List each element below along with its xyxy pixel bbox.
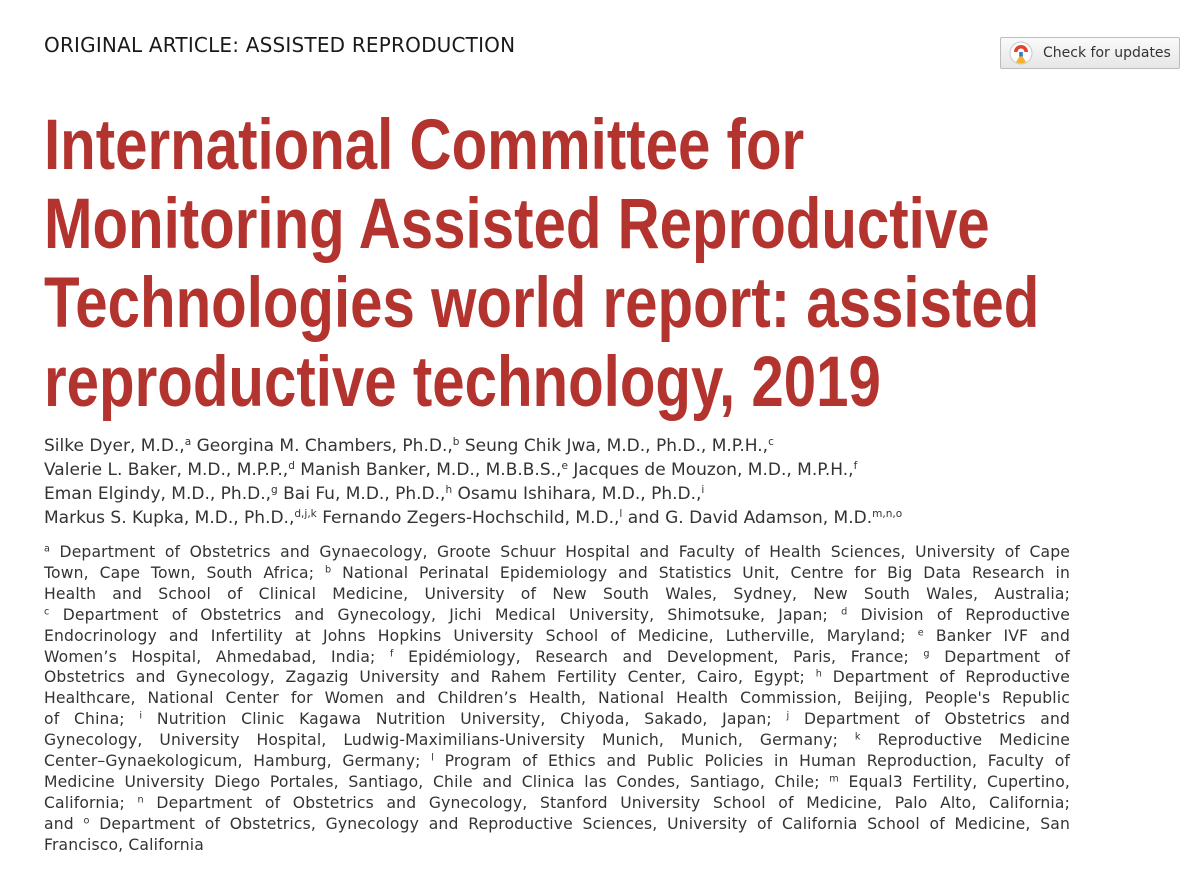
affiliation-line: Endocrinology and Infertility at Johns Hopkins University School of Medicine, Lutherville, Maryland; $^e$ Banker IVF and [44,626,1071,645]
affiliation-mark: d [841,606,848,618]
affiliation-mark: m [829,773,839,785]
affiliation-line: Healthcare, National Center for Women and Children’s Health, National Health Commission, Beijing, People's Republic [44,689,1070,708]
affiliation-line: Francisco, California [44,835,204,854]
affiliation-mark: h [815,669,822,681]
author-affiliation-mark: a [184,436,192,449]
title-line: Technologies world report: assisted [44,264,1040,343]
affiliation-mark: c [44,606,50,618]
affiliation-line: of China; $^i$ Nutrition Clinic Kagawa Nutrition University, Chiyoda, Sakado, Japan; $^j$ Department of Obstetrics and [44,710,1071,729]
author-affiliation-mark: l [619,508,623,521]
affiliation-line: Obstetrics and Gynecology, Zagazig University and Rahem Fertility Center, Cairo, Egypt; $^h$ Department of Reproductive [44,668,1070,687]
author-affiliation-mark: c [768,436,774,449]
title-line: reproductive technology, 2019 [44,343,881,422]
affiliations [44,542,1070,856]
affiliation-line: Women’s Hospital, Ahmedabad, India; $^f$ Epidémiology, Research and Development, Paris, France; $^g$ Department of [44,647,1071,666]
article-section-label: ORIGINAL ARTICLE: ASSISTED REPRODUCTION [44,33,516,57]
author-name: Georgina M. Chambers, Ph.D., [196,436,453,456]
author-name: Osamu Ishihara, M.D., Ph.D., [457,484,702,504]
author-affiliation-mark: m,n,o [872,508,903,521]
author-name: Silke Dyer, M.D., [44,436,185,456]
affiliation-mark: j [786,710,790,722]
author-line [44,482,1084,506]
author-affiliation-mark: e [561,460,568,473]
crossmark-icon [1009,41,1033,65]
title-line: International Committee for [44,106,805,185]
author-name: Fernando Zegers-Hochschild, M.D., [322,508,620,528]
affiliation-line: Health and School of Clinical Medicine, University of New South Wales, Sydney, New South Wales, Australia; [44,584,1070,603]
author-affiliation-mark: d,j,k [294,508,317,521]
affiliation-mark: f [390,648,394,660]
affiliation-mark: k [854,731,861,743]
affiliation-line: Town, Cape Town, South Africa; $^b$ National Perinatal Epidemiology and Statistics Unit, Centre for Big Data Research in [44,563,1070,582]
author-name: Jacques de Mouzon, M.D., M.P.H., [573,460,854,480]
title-line: Monitoring Assisted Reproductive [44,185,990,264]
affiliation-mark: g [923,648,930,660]
affiliation-line: Center–Gynaekologicum, Hamburg, Germany; $^l$ Program of Ethics and Public Policies in Human Reproduction, Faculty of [44,752,1071,771]
author-affiliation-mark: d [288,460,295,473]
author-line [44,458,1084,482]
author-affiliation-mark: i [701,484,705,497]
affiliation-mark: l [431,752,434,764]
affiliation-mark: i [139,710,143,722]
author-name: Seung Chik Jwa, M.D., Ph.D., M.P.H., [464,436,769,456]
author-line [44,506,1084,530]
author-name: Manish Banker, M.D., M.B.B.S., [300,460,562,480]
affiliation-line: and $^o$ Department of Obstetrics, Gynecology and Reproductive Sciences, University of California School of Medicine, San [44,814,1070,833]
affiliation-line: $^c$ Department of Obstetrics and Gynecology, Jichi Medical University, Shimotsuke, Japan; $^d$ Division of Reproductive [44,605,1071,624]
author-name: and G. David Adamson, M.D. [627,508,873,528]
author-name: Eman Elgindy, M.D., Ph.D., [44,484,272,504]
author-affiliation-mark: b [452,436,460,449]
author-affiliation-mark: g [271,484,278,497]
affiliation-mark: e [917,627,924,639]
author-line [44,434,1084,458]
author-affiliation-mark: f [853,460,858,473]
affiliation-mark: a [44,543,51,555]
author-list [44,434,1084,530]
affiliation-mark: o [83,815,90,827]
affiliation-line: $^a$ Department of Obstetrics and Gynaecology, Groote Schuur Hospital and Faculty of Health Sciences, University of Cape [44,543,1071,561]
affiliation-line: Medicine University Diego Portales, Santiago, Chile and Clinica las Condes, Santiago, Chile; $^m$ Equal3 Fertility, Cupertino, [44,772,1071,791]
affiliation-line: California; $^n$ Department of Obstetrics and Gynecology, Stanford University School of Medicine, Palo Alto, California; [44,793,1070,812]
author-name: Valerie L. Baker, M.D., M.P.P., [44,460,289,480]
affiliation-mark: n [137,794,144,806]
affiliation-line: Gynecology, University Hospital, Ludwig-Maximilians-University Munich, Munich, Germany; $^k$ Reproductive Medicine [44,731,1071,750]
affiliation-mark: b [324,564,332,576]
check-for-updates-label: Check for updates [1043,45,1171,61]
author-affiliation-mark: h [445,484,453,497]
author-name: Markus S. Kupka, M.D., Ph.D., [44,508,295,528]
check-for-updates-button[interactable] [1000,37,1180,69]
article-title [44,106,1040,422]
author-name: Bai Fu, M.D., Ph.D., [283,484,446,504]
